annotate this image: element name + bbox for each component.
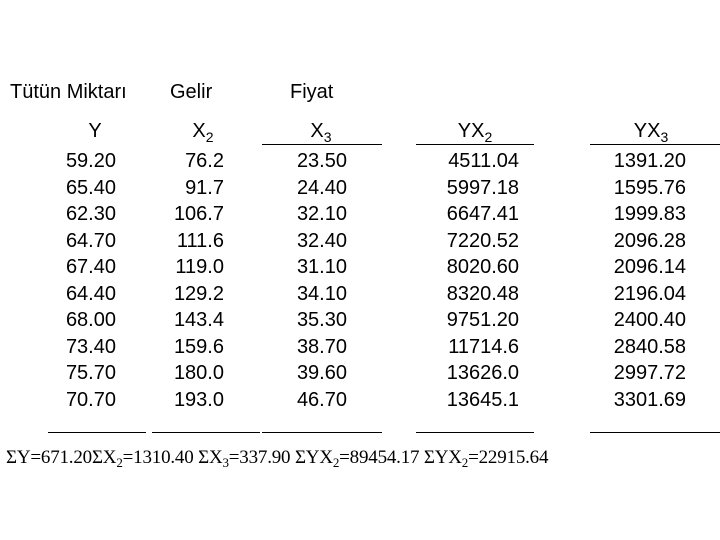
- table-cell-x3: 35.30: [296, 309, 347, 331]
- header-rule-x3: [262, 144, 382, 145]
- bottom-rule-yx2: [416, 432, 534, 433]
- column-header-x2: [178, 119, 228, 143]
- table-cell-x2: 180.0: [173, 362, 224, 384]
- table-cell-yx3: 1391.20: [613, 150, 686, 172]
- table-cell-yx2: 9751.20: [446, 309, 519, 331]
- table-cell-yx3: 3301.69: [613, 388, 686, 411]
- table-cell-x3: 23.50: [296, 150, 347, 172]
- column-header-y-text: Y: [88, 120, 102, 142]
- table-cell-yx2: 8320.48: [446, 282, 519, 305]
- table-cell-x3: 34.10: [296, 282, 347, 305]
- header-gelir: Gelir: [170, 81, 213, 103]
- table-cell-y: 68.00: [65, 309, 116, 331]
- table-cell-x3: 32.10: [296, 203, 347, 225]
- table-cell-yx2: 7220.52: [446, 229, 519, 252]
- table-cell-yx3: 2096.28: [613, 229, 686, 252]
- table-cell-x3: 31.10: [296, 256, 347, 278]
- table-cell-yx3: 2997.72: [613, 362, 686, 384]
- column-header-y: [70, 119, 120, 143]
- bottom-rule-y: [48, 432, 146, 433]
- table-cell-x2: 76.2: [185, 150, 224, 172]
- table-cell-y: 67.40: [65, 256, 116, 278]
- table-cell-yx3: 2400.40: [613, 309, 686, 331]
- sum-yx2: $\Sigma YX_2=89454.17$: [294, 447, 420, 470]
- header-fiyat: Fiyat: [290, 81, 334, 103]
- table-cell-yx3: 2196.04: [613, 282, 686, 305]
- table-cell-yx2: 6647.41: [446, 203, 519, 225]
- header-tutun-miktari: Tütün Miktarı: [10, 81, 127, 103]
- table-cell-y: 73.40: [65, 335, 116, 358]
- table-cell-x2: 106.7: [173, 203, 224, 225]
- sum-x3: $\Sigma X_3=337.90$: [198, 447, 291, 470]
- table-cell-x2: 91.7: [185, 176, 224, 199]
- table-cell-yx3: 1999.83: [613, 203, 686, 225]
- table-cell-x3: 46.70: [296, 388, 347, 411]
- table-cell-yx2: 11714.6: [448, 335, 519, 358]
- table-cell-x3: 32.40: [296, 229, 347, 252]
- table-cell-yx2: 8020.60: [446, 256, 519, 278]
- header-rule-yx3: [590, 144, 720, 145]
- column-header-x3-text: X: [310, 120, 324, 142]
- sums-line: [6, 446, 548, 470]
- bottom-rule-x3: [262, 432, 382, 433]
- table-cell-x3: 38.70: [296, 335, 347, 358]
- table-cell-x2: 111.6: [176, 229, 224, 252]
- sum-y: ΣY=671.20: [6, 447, 92, 468]
- sum-x2: $\Sigma X_2=1310.40$: [91, 447, 194, 470]
- table-cell-y: 64.40: [65, 282, 116, 305]
- table-cell-y: 62.30: [65, 203, 116, 225]
- column-header-x2-text: X: [192, 120, 206, 142]
- table-cell-x3: 39.60: [296, 362, 347, 384]
- table-cell-yx2: 5997.18: [446, 176, 519, 199]
- column-header-yx3-text: YX: [633, 120, 661, 142]
- column-header-yx3-sub: 3: [660, 129, 669, 145]
- bottom-rule-x2: [152, 432, 260, 433]
- table-cell-x2: 159.6: [173, 335, 224, 358]
- table-cell-yx3: 2096.14: [613, 256, 686, 278]
- table-cell-x2: 129.2: [173, 282, 224, 305]
- table-cell-x2: 193.0: [173, 388, 224, 411]
- table-cell-y: 75.70: [65, 362, 116, 384]
- table-cell-yx2: 13626.0: [446, 362, 519, 384]
- table-cell-yx2: 4511.04: [448, 150, 519, 172]
- table-cell-yx2: 13645.1: [446, 388, 519, 411]
- sum-yx3: $\Sigma YX_2=22915.64$: [423, 447, 549, 470]
- column-header-x2-sub: 2: [205, 129, 214, 145]
- column-header-yx2-text: YX: [457, 120, 485, 142]
- table-cell-y: 65.40: [65, 176, 116, 199]
- column-header-yx3: [616, 119, 686, 143]
- bottom-rule-yx3: [590, 432, 720, 433]
- table-cell-x2: 119.0: [175, 256, 224, 278]
- column-header-x3-sub: 3: [323, 129, 332, 145]
- table-cell-yx3: 2840.58: [613, 335, 686, 358]
- table-cell-x2: 143.4: [173, 309, 224, 331]
- table-cell-yx3: 1595.76: [613, 176, 686, 199]
- table-cell-y: 70.70: [65, 388, 116, 411]
- table-cell-y: 59.20: [65, 150, 116, 172]
- header-rule-yx2: [416, 144, 534, 145]
- column-header-yx2-sub: 2: [484, 129, 493, 145]
- table-cell-x3: 24.40: [296, 176, 347, 199]
- table-cell-y: 64.70: [65, 229, 116, 252]
- column-header-yx2: [440, 119, 510, 143]
- column-header-x3: [296, 119, 346, 143]
